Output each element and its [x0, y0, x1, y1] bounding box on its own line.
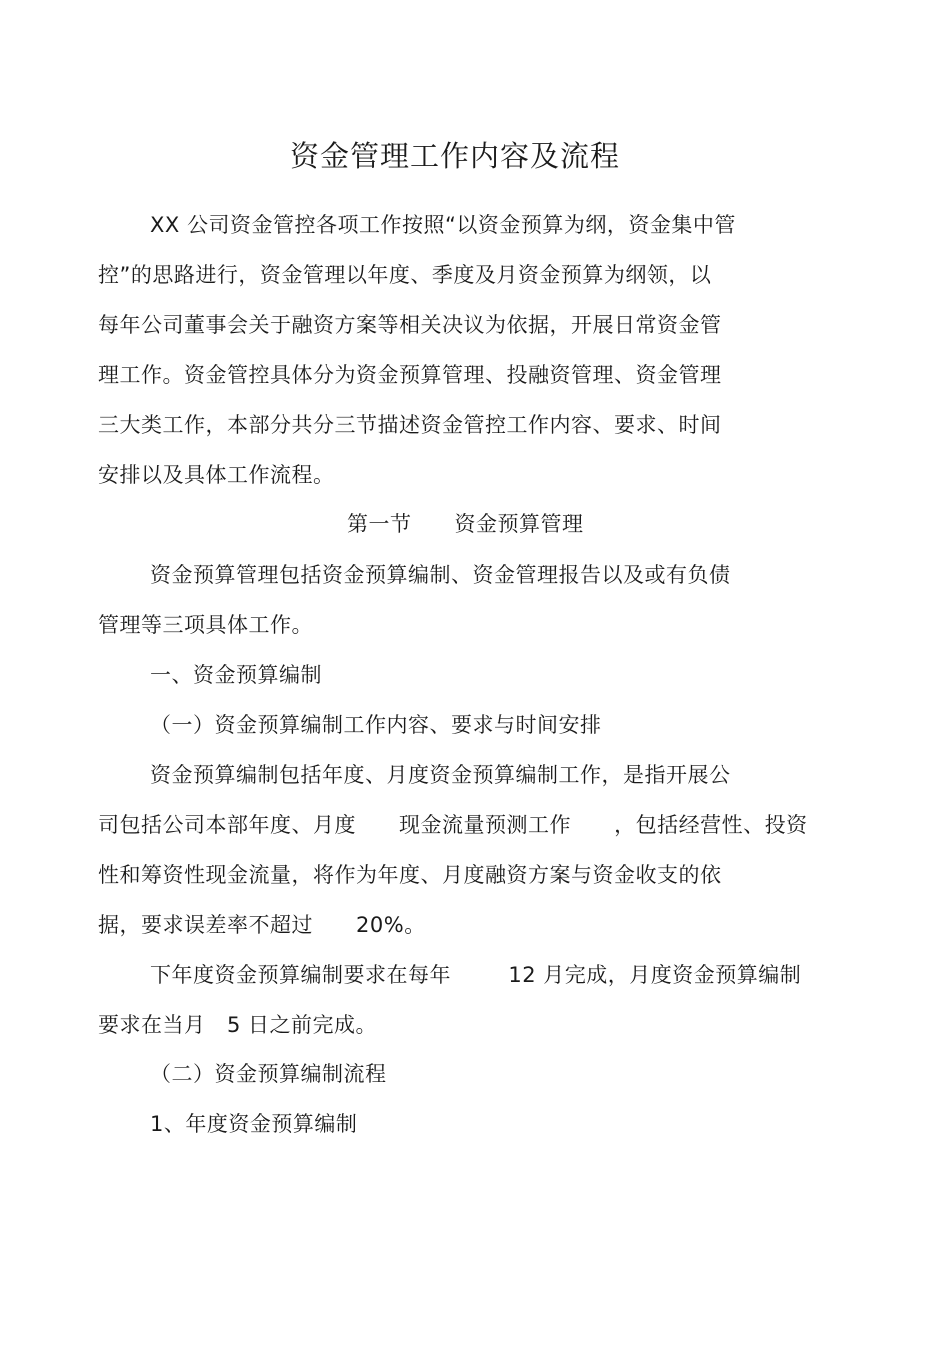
content-para-line-2: 司包括公司本部年度、月度 现金流量预测工作 ，包括经营性、投资 [98, 813, 808, 837]
intro-line-3: 每年公司董事会关于融资方案等相关决议为依据，开展日常资金管 [98, 313, 722, 337]
intro-line-5: 三大类工作，本部分共分三节描述资金管控工作内容、要求、时间 [98, 413, 722, 437]
intro-line-1: XX 公司资金管控各项工作按照“以资金预算为纲，资金集中管 [150, 213, 736, 237]
subheading-process: （二）资金预算编制流程 [150, 1062, 387, 1086]
content-para-line-4: 据，要求误差率不超过 20%。 [98, 913, 426, 937]
section-intro-line-2: 管理等三项具体工作。 [98, 613, 313, 637]
heading-budget-preparation: 一、资金预算编制 [150, 663, 322, 687]
content-para-line-3: 性和筹资性现金流量，将作为年度、月度融资方案与资金收支的依 [98, 863, 722, 887]
intro-line-6: 安排以及具体工作流程。 [98, 463, 335, 487]
content-para-line-1: 资金预算编制包括年度、月度资金预算编制工作，是指开展公 [150, 763, 731, 787]
section-intro-line-1: 资金预算管理包括资金预算编制、资金管理报告以及或有负债 [150, 563, 731, 587]
schedule-para-line-2: 要求在当月 5 日之前完成。 [98, 1013, 378, 1037]
intro-line-2: 控”的思路进行，资金管理以年度、季度及月资金预算为纲领，以 [98, 263, 712, 287]
intro-line-4: 理工作。资金管控具体分为资金预算管理、投融资管理、资金管理 [98, 363, 722, 387]
list-item-annual-budget: 1、年度资金预算编制 [150, 1112, 358, 1136]
section-heading: 第一节 资金预算管理 [347, 512, 584, 536]
subheading-content-requirements: （一）资金预算编制工作内容、要求与时间安排 [150, 713, 602, 737]
document-title: 资金管理工作内容及流程 [289, 139, 620, 173]
schedule-para-line-1: 下年度资金预算编制要求在每年 12 月完成，月度资金预算编制 [150, 963, 802, 987]
